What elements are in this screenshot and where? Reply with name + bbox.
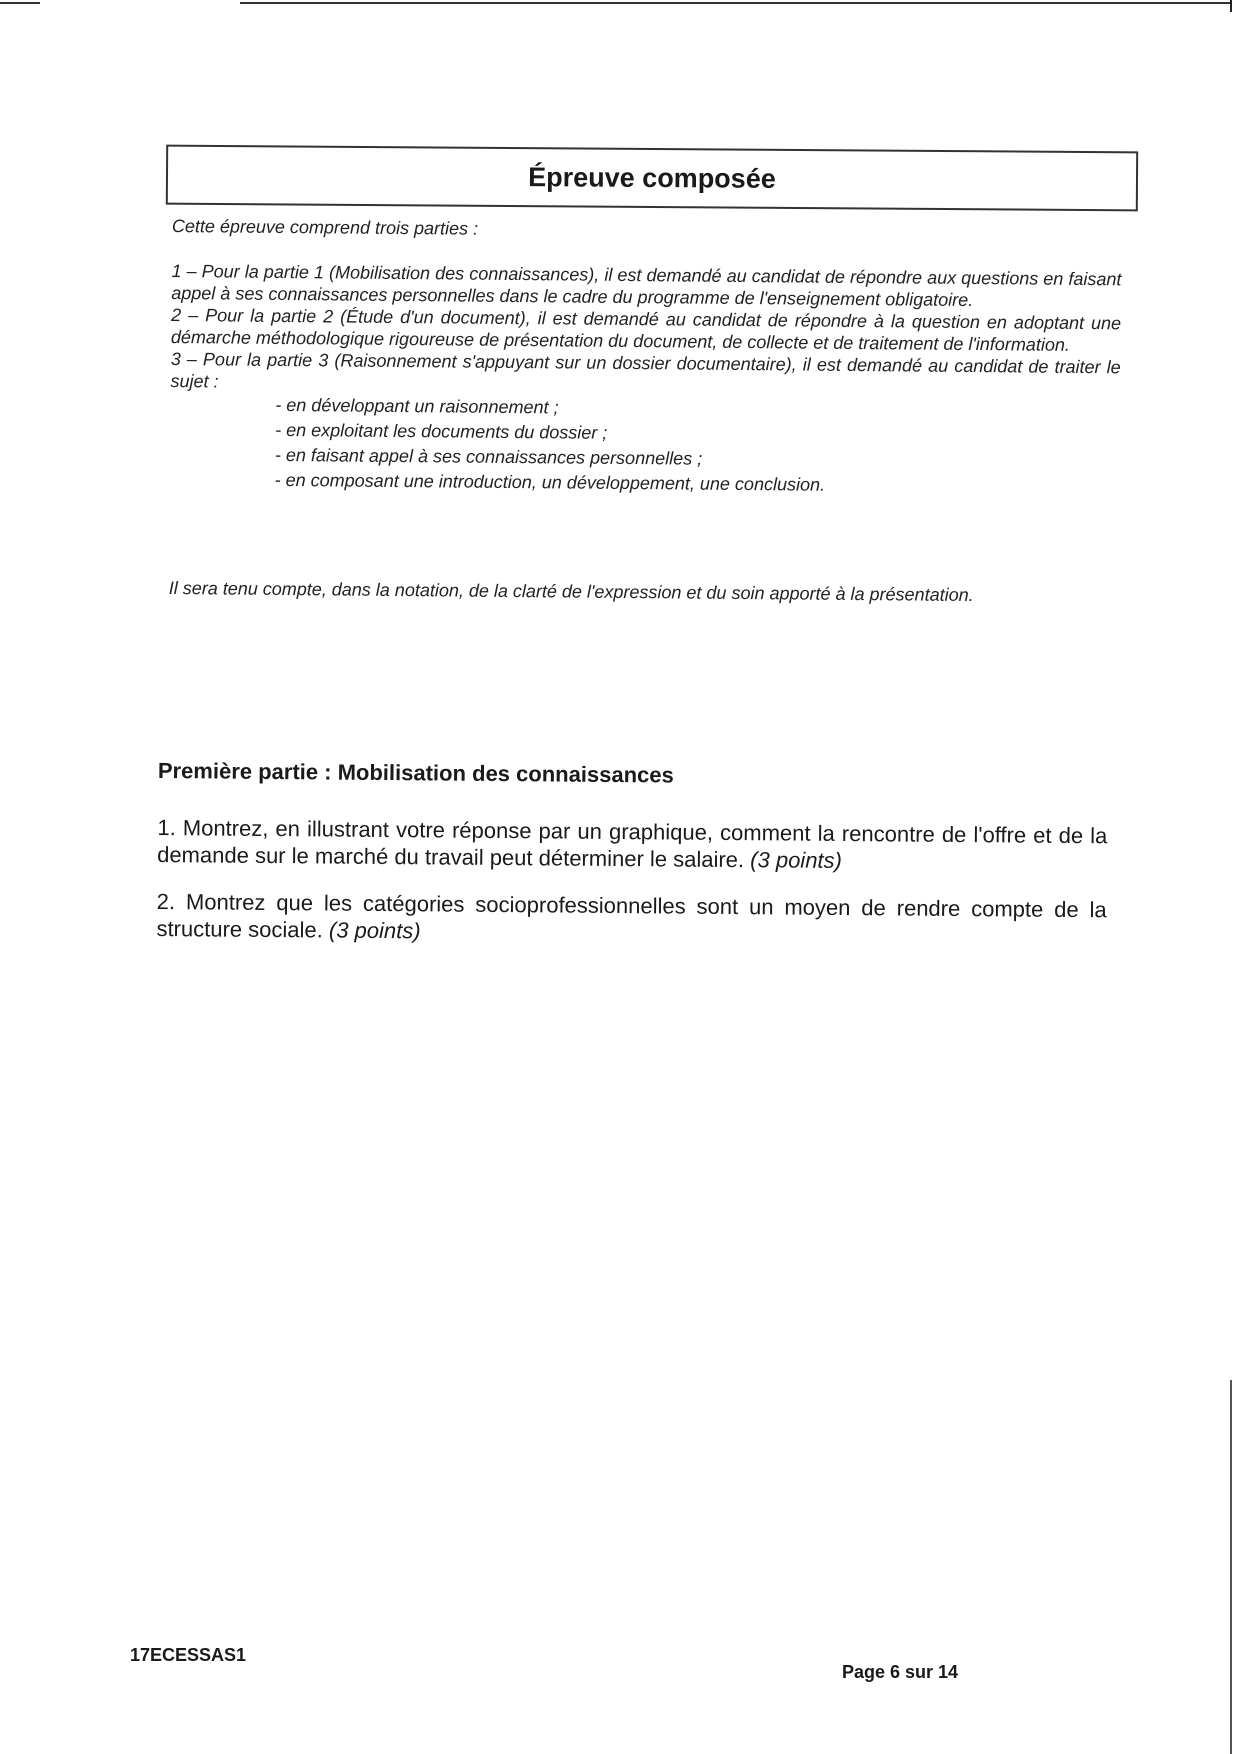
instructions-part-2: 2 – Pour la partie 2 (Étude d'un document), il est demandé au candidat de répondre à la question en adoptant une démarche méthodologique rigoureuse de présentation du document, de collecte et de traitement de l'information.: [170, 304, 1122, 355]
title-box: [166, 145, 1138, 212]
instructions-part-3: 3 – Pour la partie 3 (Raisonnement s'appuyant sur un dossier documentaire), il est demandé au candidat de traiter le sujet :: [170, 348, 1121, 392]
question-text: 2. Montrez que les catégories socioprofessionnelles sont un moyen de rendre compte de la structure sociale.: [156, 888, 1107, 943]
instructions-parts: [170, 260, 1122, 500]
instructions-bullet: - en faisant appel à ses connaissances personnelles ;: [274, 444, 703, 469]
question-1: [157, 814, 1107, 876]
page-title: Épreuve composée: [528, 161, 776, 194]
part-one-section: [156, 758, 1108, 970]
instructions-bullet: - en exploitant les documents du dossier ;: [275, 419, 608, 443]
question-points: (3 points): [328, 917, 421, 944]
question-points: (3 points): [750, 847, 843, 873]
section-title: Première partie : Mobilisation des connaissances: [157, 758, 674, 788]
instructions-lead: Cette épreuve comprend trois parties :: [171, 215, 479, 239]
scan-edge-top: [240, 2, 1232, 4]
scan-edge-right: [1230, 0, 1232, 1754]
instructions-bullets: [275, 393, 1121, 500]
question-text: 1. Montrez, en illustrant votre réponse par un graphique, comment la rencontre de l'offre et de la demande sur le marché du travail peut déterminer le salaire.: [157, 814, 1108, 873]
instructions-bullet: - en composant une introduction, un développement, une conclusion.: [274, 469, 826, 495]
question-2: [156, 888, 1106, 950]
page-number: Page 6 sur 14: [842, 1662, 959, 1682]
exam-code: 17ECESSAS1: [130, 1645, 247, 1665]
notation-note: Il sera tenu compte, dans la notation, de la clarté de l'expression et du soin apporté à la présentation.: [168, 577, 974, 606]
instructions: [168, 215, 1122, 606]
scan-edge-left: [0, 2, 40, 4]
instructions-bullet: - en développant un raisonnement ;: [275, 394, 559, 418]
instructions-part-1: 1 – Pour la partie 1 (Mobilisation des connaissances), il est demandé au candidat de répondre aux questions en faisant appel à ses connaissances personnelles dans le cadre du programme de l'enseignement obligatoire.: [171, 260, 1122, 310]
